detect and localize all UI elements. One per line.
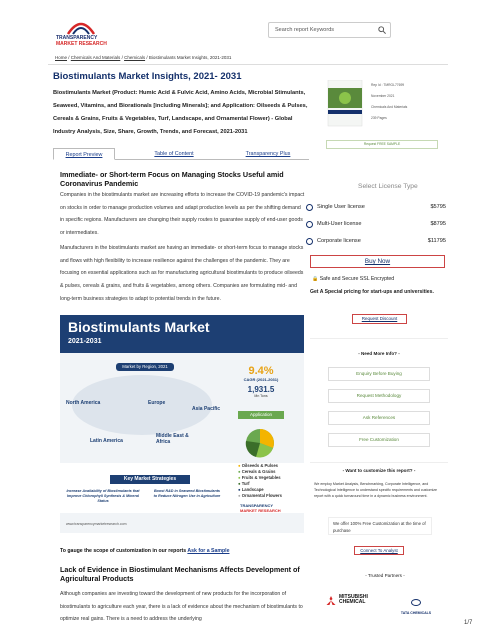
report-pages: 239 Pages: [371, 116, 387, 120]
infographic-years: 2021-2031: [68, 338, 102, 345]
report-id: Rep Id : TMRGL77699: [371, 83, 405, 87]
logo-mark-icon: [66, 18, 96, 36]
breadcrumb-current: Biostimulants Market Insights, 2021-2031: [148, 55, 232, 60]
ssl-notice: [312, 276, 394, 282]
radio-icon[interactable]: [306, 204, 313, 211]
partners-title: - Trusted Partners -: [365, 573, 405, 578]
logo-line1: TRANSPARENCY: [56, 35, 98, 41]
market-value: 1,931.5: [247, 385, 275, 394]
special-pricing-text: Get A Special pricing for start-ups and universities.: [310, 289, 434, 295]
license-price: $5795: [430, 204, 446, 210]
tab-report-preview[interactable]: Report Preview: [53, 148, 115, 160]
ask-references-button[interactable]: Ask References: [328, 411, 430, 425]
application-label: Application: [238, 411, 284, 419]
cagr-block: [236, 365, 286, 398]
license-name: Corporate license: [317, 238, 361, 244]
partner-name: MITSUBISHI CHEMICAL: [339, 594, 368, 605]
license-price: $11795: [427, 238, 446, 244]
customize-text: We employ Market Analysis, Benchmarking, Corporate Intelligence, and Technological Intelligence to understand specific requirements and customize report with a quick turnaround time in a dynamic business environment.: [314, 482, 438, 498]
logo-line2: MARKET RESEARCH: [56, 41, 107, 47]
divider: [48, 64, 448, 65]
request-methodology-button[interactable]: Request Methodology: [328, 389, 430, 403]
region-label: Market by Region, 2021: [116, 363, 174, 371]
application-item: ● Cereals & Grains: [238, 469, 276, 474]
page-number: 1/7: [464, 620, 473, 626]
application-item: ● Turf: [238, 481, 250, 486]
breadcrumb: Home / Chemicals And Materials / Chemicals / Biostimulants Market Insights, 2021-2031: [55, 55, 232, 60]
trusted-partners: [330, 573, 440, 615]
tab-transparency-plus[interactable]: Transparency Plus: [245, 151, 291, 157]
license-option-multi[interactable]: [306, 220, 446, 232]
report-cover-image: [324, 80, 366, 130]
license-title: Select License Type: [358, 183, 418, 190]
license-option-single[interactable]: [306, 203, 446, 215]
cagr-label: CAGR (2021-2031): [243, 377, 279, 382]
section2-heading: Lack of Evidence in Biostimulant Mechanisms Affects Development of Agricultural Products: [60, 565, 300, 583]
need-more-info-panel: [310, 338, 448, 450]
strategies-label: Key Market Strategies: [110, 475, 190, 484]
breadcrumb-home[interactable]: Home: [55, 55, 68, 60]
radio-icon[interactable]: [306, 238, 313, 245]
report-date: November 2021: [371, 94, 395, 98]
customize-panel: [310, 462, 448, 562]
region-latin-america: Latin America: [90, 438, 123, 444]
license-name: Single User license: [317, 204, 365, 210]
connect-analyst-button[interactable]: Connect To Analyst: [354, 546, 404, 555]
ask-sample-text: To gauge the scope of customization in our reports Ask for a Sample: [60, 548, 230, 554]
buy-now-button[interactable]: Buy Now: [310, 255, 445, 268]
section1-paragraph2: Manufacturers in the biostimulants market are having an immediate- or short-term focus to manage stocks and flows with high flexibility to increase resilience against the challenges of the pandemic. They are focusing on essential applications such as for manufacturing agricultural biostimulants to produce oilseeds & pulses, cereals & grains, and fruits & vegetables, among others. Companies are formulating mid- and long-term business strategies to adapt to potential trends in the future.: [60, 245, 304, 302]
customize-title: - Want to customize this report? -: [342, 468, 416, 473]
partner-name: TATA CHEMICALS: [400, 611, 432, 615]
ssl-label: Safe and Secure SSL Encrypted: [319, 276, 395, 282]
site-logo[interactable]: [48, 18, 128, 60]
search-icon[interactable]: [378, 26, 386, 34]
report-subtitle: Biostimulants Market (Product: Humic Acid & Fulvic Acid, Amino Acids, Microbial Stimulants, Seaweed, Vitamins, and Biorationals [including Minerals]; and Application: Oilseeds & Pulses, Cereals & Grains, Fruits & Vegetables, Turf, Landscape, and Ornamental Flower) - Global Industry Analysis, Size, Share, Growth, Trends, and Forecast, 2021-2031: [53, 90, 308, 135]
partner-mitsubishi: [326, 595, 379, 605]
report-tabs: [53, 148, 309, 160]
infographic-title: Biostimulants Market: [68, 319, 210, 335]
request-sample-button[interactable]: Request FREE SAMPLE: [326, 140, 438, 149]
application-item: ● Ornamental Flowers: [238, 493, 282, 498]
region-asia-pacific: Asia Pacific: [192, 406, 221, 412]
license-option-corporate[interactable]: [306, 237, 446, 249]
breadcrumb-chemicals[interactable]: Chemicals: [124, 55, 146, 60]
section2-paragraph: Although companies are investing toward the development of new products for the incorporation of biostimulants to agriculture each year, there is a lack of evidence about the mechanism of biostimulants to optimize real gains. There is a need to address the underlying: [60, 591, 303, 623]
license-price: $8795: [430, 221, 446, 227]
breadcrumb-chemicals-materials[interactable]: Chemicals And Materials: [70, 55, 121, 60]
strategy-1: Increase Availability of Biostimulants that Improve Chlorophyll Synthesis & Mineral Status: [66, 489, 140, 503]
license-name: Multi-User license: [317, 221, 362, 227]
application-list: [238, 463, 282, 499]
application-item: ● Oilseeds & Pulses: [238, 463, 279, 468]
partner-tata: [396, 593, 436, 615]
request-discount-button[interactable]: Request Discount: [352, 314, 407, 324]
report-meta: [371, 80, 441, 124]
application-item: ● Fruits & Vegetables: [238, 475, 281, 480]
market-value-unit: Mn Tons: [254, 394, 268, 398]
application-item: ● Landscape: [238, 487, 264, 492]
region-north-america: North America: [66, 400, 101, 406]
lock-icon: 🔒: [312, 276, 319, 282]
radio-icon[interactable]: [306, 221, 313, 228]
tata-logo-icon: [411, 599, 421, 606]
tab-table-of-content[interactable]: Table of Content: [154, 151, 194, 157]
region-middle-east-africa: Middle East & Africa: [156, 433, 189, 445]
ask-sample-link[interactable]: Ask for a Sample: [187, 548, 230, 554]
customize-offer: We offer 100% Free Customization at the time of purchase: [328, 517, 432, 535]
enquiry-before-buying-button[interactable]: Enquiry Before Buying: [328, 367, 430, 381]
infographic-website: www.transparencymarketresearch.com: [66, 522, 127, 526]
search-placeholder: Search report Keywords: [275, 27, 334, 33]
report-category: Chemicals And Materials: [371, 105, 408, 109]
region-europe: Europe: [148, 400, 166, 406]
mitsubishi-logo-icon: [326, 596, 336, 605]
strategy-2: Boost R&D in Seaweed Biostimulants to Reduce Nitrogen Use in Agriculture: [153, 489, 221, 498]
market-infographic: [60, 315, 304, 533]
page-title: Biostimulants Market Insights, 2021- 2031: [53, 71, 242, 82]
section1-paragraph1: Companies in the biostimulants market are increasing efforts to increase the COVID-19 pandemic's impact on stocks in order to manage production volumes and adapt production levels as per the shifting demand in specific regions. Manufacturers are changing their supply routes to guarantee supply of end-user goods or intermediates.: [60, 192, 305, 237]
section1-heading: Immediate- or Short-term Focus on Managing Stocks Useful amid Coronavirus Pandemic: [60, 170, 284, 188]
need-more-info-title: - Need More Info? -: [358, 351, 400, 356]
search-input[interactable]: [268, 22, 391, 38]
free-customization-button[interactable]: Free Customization: [328, 433, 430, 447]
infographic-logo: TRANSPARENCY MARKET RESEARCH: [240, 503, 281, 513]
cagr-value: 9.4%: [248, 365, 274, 377]
